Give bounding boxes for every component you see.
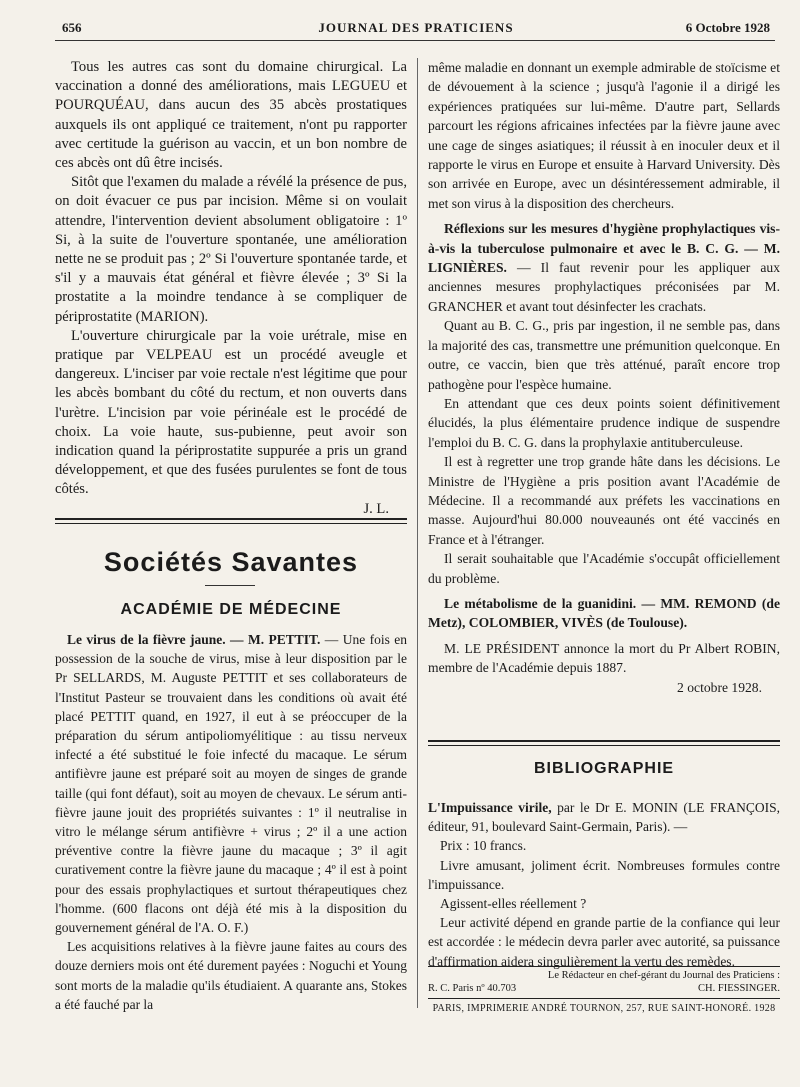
book-price: Prix : 10 francs.: [440, 838, 527, 854]
bibliographie-title: BIBLIOGRAPHIE: [533, 760, 675, 777]
paragraph: Sitôt que l'examen du malade a révélé la présence de pus, on doit évacuer ce pus par incision. Même si on voulait attendre, l'intervention devient absolument obligatoire : 1º Si, à la suite de l'ouverture spontanée, une amélioration nette ne se produit pas ; 2º Si l'ouverture spontanée tarde, et s'il y a mauvais état général et fièvre élevée ; 3º Si la prostatite a la moindre tendance à se compliquer de périprostatite (MARION).: [55, 174, 407, 325]
editor-name: CH. FIESSINGER.: [698, 983, 780, 994]
left-column: [55, 58, 407, 519]
book-entry: [428, 798, 780, 836]
bibliographie-body: [428, 798, 780, 971]
paragraph: L'ouverture chirurgicale par la voie urétrale, mise en pratique par VELPEAU est un procédé aveugle et dangereux. L'inciser par voie rectale n'est légitime que pour les abcès bombant du côté du rectum, et non ouverts dans l'urètre. L'incision par voie périnéale est le procédé de choix. La voie haute, sus-pubienne, peut avoir son indication quand la périprostatite suppurée a pris un grand développement, et que des fusées purulentes se font de tous côtés.: [55, 327, 407, 498]
header-rule: [55, 40, 775, 41]
article-heading: Le virus de la fièvre jaune. — M. PETTIT.: [67, 632, 321, 647]
paragraph: Tous les autres cas sont du domaine chirurgical. La vaccination a donné des améliorations, mais LEGUEU et POURQUÉAU, dans aucun des 35 abcès prostatiques auxquels ils ont appliqué ce traitement, n'ont pu rapporter avec certitude la guérison au vaccin, et un bon nombre de ces abcès ont dû être incisés.: [55, 59, 407, 172]
paragraph: Il est à regretter une trop grande hâte dans les décisions. Le Ministre de l'Hygiène a pris position avant l'Académie de Médecine. Il a recommandé aux préfets les vaccinations en masse. Aujourd'hui 80.000 nouveaunés ont été vaccinés en France et à l'étranger.: [428, 454, 780, 547]
signature: J. L.: [363, 500, 389, 517]
article-heading: Le métabolisme de la guanidini. — MM. REMOND (de Metz), COLOMBIER, VIVÈS (de Toulouse).: [428, 595, 780, 631]
paragraph: Il serait souhaitable que l'Académie s'occupât officiellement du problème.: [428, 551, 780, 586]
section-divider: [55, 518, 407, 524]
article-heading: Réflexions sur les mesures d'hygiène prophylactiques vis-à-vis la tuberculose pulmonaire et avec le B. C. G. — M. LIGNIÈRES.: [428, 221, 780, 276]
paragraph: Quant au B. C. G., pris par ingestion, il ne semble pas, dans la majorité des cas, transmettre une prémunition quelconque. En outre, ce vaccin, bien que très atténué, paraît encore trop pathogène pour l'espèce humaine.: [428, 318, 780, 392]
paragraph: Livre amusant, joliment écrit. Nombreuses formules contre l'impuissance.: [428, 857, 780, 892]
paragraph: Agissent-elles réellement ?: [440, 896, 587, 912]
article: [428, 219, 780, 316]
article-paragraph: Les acquisitions relatives à la fièvre jaune faites au cours des douze derniers mois ont été durement payées : Noguchi et Young sont morts de la maladie qu'ils étudiaient. A quarante ans, Stokes a été fauché par la: [55, 939, 407, 1012]
paragraph: M. LE PRÉSIDENT annonce la mort du Pr Albert ROBIN, membre de l'Académie depuis 1887.: [428, 640, 780, 676]
paragraph: même maladie en donnant un exemple admirable de stoïcisme et de dévouement à la science ; jusqu'à l'agonie il a dirigé les expériences pratiquées sur lui-même. D'autre part, Sellards parcourt les régions africaines infectées par la fièvre jaune avec une cage de singes asiatiques; il réussit à en inoculer deux et il rapporte le virus en Europe et ensuite à Harvard University. Dès son arrivée en Europe, avec un désintéressement admirable, il met son virus à la disposition des chercheurs.: [428, 60, 780, 211]
page-header: [62, 20, 770, 40]
journal-title: JOURNAL DES PRATICIENS: [318, 20, 514, 35]
paragraph: Leur activité dépend en grande partie de la confiance qui leur est accordée : le médecin devra parler avec autorité, sa puissance d'affirmation aidera singulièrement la vertu des remèdes.: [428, 915, 780, 969]
article-text: — Une fois en possession de la souche de virus, mise à leur disposition par le Pr SELLARDS, M. Auguste PETTIT et ses collaborateurs de l'Institut Pasteur se trouvaient dans les conditions où avait été placé PETTIT quand, en 1927, il eut à se préoccuper de la préparation du sérum antipoliomyélitique : au tissu nerveux infecté a été substitué le foie infecté du macaque. Le sérum antifièvre jaune est préparé soit au moyen de singes de grande taille (qui font défaut), soit au moyen de chevaux. Le sérum anti-fièvre jaune jouit des propriétés suivantes : 1º il neutralise in vitro le mélange sérum antifièvre + virus ; 2º il a une action préventive contre la fièvre jaune du macaque ; 3º il agit curativement contre la fièvre jaune du macaque ; 4º il est à point pour des essais prophylactiques et surtout thérapeutiques chez l'homme. (600 flacons ont déjà été mis à la disposition du gouvernement général de l'A. O. F.): [55, 632, 408, 936]
editor-line: Le Rédacteur en chef-gérant du Journal des Praticiens :: [547, 970, 780, 981]
paragraph: En attendant que ces deux points soient définitivement élucidés, la plus élémentaire prudence indique de suspendre l'emploi du B. C. G. dans la prophylaxie antituberculeuse.: [428, 395, 780, 450]
book-details: par le Dr E. MONIN (LE FRANÇOIS, éditeur, 91, boulevard Saint-Germain, Paris). —: [428, 800, 780, 835]
issue-date: 6 Octobre 1928: [685, 20, 770, 35]
academie-body: [55, 630, 407, 1014]
right-column: [428, 58, 780, 697]
article: [55, 630, 407, 937]
page-number: 656: [62, 20, 82, 35]
dateline: 2 octobre 1928.: [677, 679, 762, 695]
article: [428, 594, 780, 633]
column-rule: [417, 58, 418, 1008]
registry-number: R. C. Paris nº 40.703: [428, 983, 517, 994]
article-text: — Il faut revenir pour les appliquer aux anciennes mesures prophylactiques préconisées par M. GRANCHER et avant tout désinfecter les crachats.: [428, 260, 780, 314]
page-footer: [428, 966, 780, 1015]
imprint: PARIS, IMPRIMERIE ANDRÉ TOURNON, 257, RUE SAINT-HONORÉ. 1928: [428, 998, 780, 1015]
societes-title: Sociétés Savantes: [103, 547, 359, 577]
title-rule: [205, 585, 255, 586]
academie-title: ACADÉMIE DE MÉDECINE: [120, 601, 342, 618]
book-title: L'Impuissance virile,: [428, 800, 552, 815]
